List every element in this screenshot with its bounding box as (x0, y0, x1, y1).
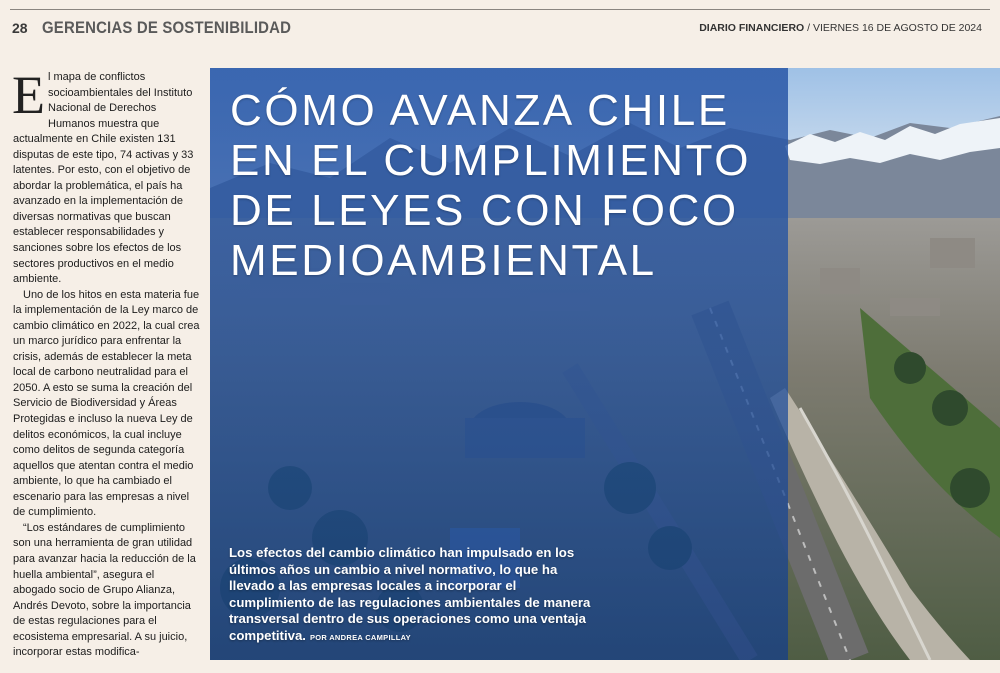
drop-cap: E (12, 65, 45, 125)
lead-text: Los efectos del cambio climático han impulsado en los últimos años un cambio a nivel normativo, lo que ha llevado a las empresas locales a incorporar el cumplimiento de las regulaciones ambientales de manera transversal dentro de sus operaciones como una ventaja competitiva. (229, 545, 591, 643)
publication-dateline (699, 22, 982, 34)
page-number: 28 (12, 20, 28, 36)
publication-name: DIARIO FINANCIERO (699, 22, 805, 34)
lead-paragraph (229, 545, 599, 646)
byline: POR ANDREA CAMPILLAY (309, 632, 411, 642)
page-header (12, 17, 982, 39)
top-rule (10, 9, 990, 10)
paragraph-1-text: l mapa de conflictos socioambientales del Instituto Nacional de Derechos Humanos muestra que actualmente en Chile existen 131 disputas de este tipo, 74 activas y 33 latentes. Por esto, con el objetivo de abordar la problemática, el país ha avanzado en la implementación de diversas normativas que buscan establecer responsabilidades y sanciones sobre los efectos de los sectores productivos en el medio ambiente. (13, 71, 194, 286)
paragraph-2: Uno de los hitos en esta materia fue la implementación de la Ley marco de cambio climático en 2022, la cual crea un marco jurídico para enfrentar la crisis, además de establecer la meta local de carbono neutralidad para el 2050. A esto se suma la creación del Servicio de Biodiversidad y Áreas Protegidas e incluso la nueva Ley de delitos económicos, la cual incluye como delitos de segunda categoría aquellos que atentan contra el medio ambiente, lo que ha cambiado el escenario para las empresas a nivel de cumplimiento. (13, 288, 200, 519)
article-body (12, 65, 200, 661)
headline: CÓMO AVANZA CHILE EN EL CUMPLIMIENTO DE LEYES CON FOCO MEDIOAMBIENTAL (230, 86, 752, 285)
date-line: / VIERNES 16 DE AGOSTO DE 2024 (804, 22, 982, 34)
section-title: GERENCIAS DE SOSTENIBILIDAD (41, 18, 291, 37)
paragraph-3: “Los estándares de cumplimiento son una herramienta de gran utilidad para avanzar hacia la reducción de la huella ambiental”, asegura el abogado socio de Grupo Alianza, Andrés Devoto, sobre la importancia de estas regulaciones para el ecosistema empresarial. A su juicio, incorporar estas modifica- (13, 521, 196, 659)
paragraph-1 (12, 65, 200, 288)
